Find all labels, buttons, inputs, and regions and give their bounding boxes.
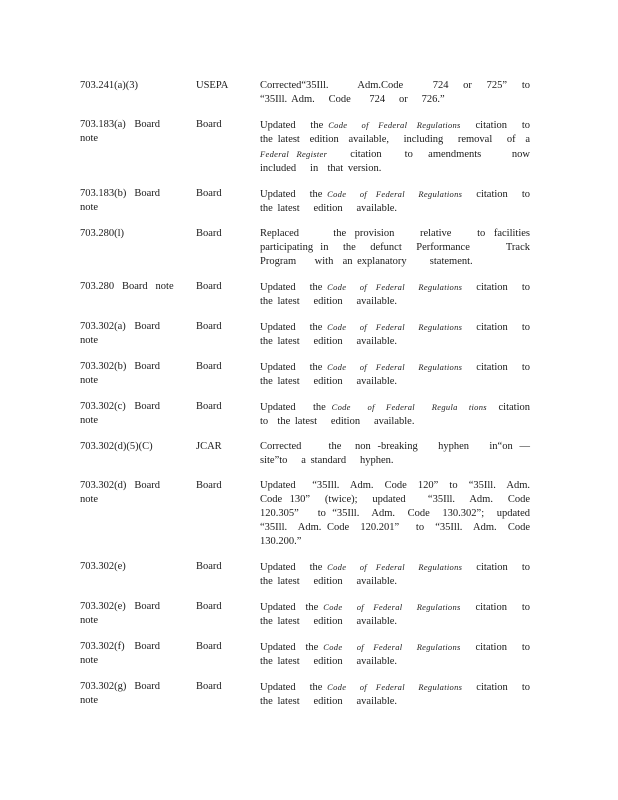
section-cell [80, 560, 196, 574]
section-number: 703.302(f) [80, 641, 125, 652]
table-row [80, 560, 540, 589]
section-suffix: Board [134, 188, 160, 199]
description-text: citation to the latest edition available. [260, 402, 544, 427]
agency-cell: Board [196, 561, 222, 572]
italic-citation: Code of Federal Regulations [327, 362, 463, 372]
section-note: note [80, 335, 99, 346]
description-text: Updated the [260, 362, 328, 373]
italic-citation: Code of Federal Regulations [327, 322, 463, 332]
section-cell [80, 600, 196, 628]
agency-cell: Board [196, 601, 222, 612]
section-suffix: Board [134, 641, 160, 652]
description-text: Updated the [260, 602, 324, 613]
description-text: Replaced the provision relative to facilities participating in the defunct Performance Track Program with an explanatory statement. [260, 228, 540, 267]
section-note: note [80, 615, 99, 626]
description-text: Updated the [260, 120, 329, 131]
description-text: Updated the [260, 282, 328, 293]
agency-cell: Board [196, 228, 222, 239]
description-text: Updated “35Ill. Adm. Code 120” to “35Ill. Adm. Code 130” (twice); updated “35Ill. Adm. Code 120.305” to “35Ill. Adm. Code 130.302”; updated “35Ill. Adm. Code 120.201” to “35Ill. Adm. Code 130.200.” [260, 480, 540, 547]
description-cell [260, 320, 540, 349]
section-cell [80, 320, 196, 348]
agency-cell: USEPA [196, 80, 229, 91]
section-suffix: Board [134, 480, 160, 491]
description-text: Corrected the non -breaking hyphen in“on — site”to a standard hyphen. [260, 441, 535, 466]
section-suffix: Board [134, 321, 160, 332]
agency-cell: Board [196, 119, 222, 130]
section-number: 703.302(d)(5)(C) [80, 441, 153, 452]
section-note: note [80, 133, 99, 144]
table-row [80, 440, 535, 468]
description-text: citation to the latest edition available. [260, 682, 540, 707]
table-row [80, 400, 544, 429]
agency-cell: Board [196, 641, 222, 652]
agency-cell: Board [196, 401, 222, 412]
section-number: 703.183(a) [80, 119, 126, 130]
section-note: note [80, 375, 99, 386]
description-cell [260, 187, 540, 216]
section-note: note [80, 655, 99, 666]
description-text: citation to the latest edition available. [260, 322, 540, 347]
italic-citation: Code of Federal Regulations [327, 682, 463, 692]
section-cell [80, 680, 196, 708]
section-note: note [80, 695, 99, 706]
description-cell [260, 360, 540, 389]
section-number: 703.302(c) [80, 401, 126, 412]
section-number: 703.302(e) [80, 561, 126, 572]
section-number: 703.183(b) [80, 188, 127, 199]
section-cell [80, 118, 196, 146]
italic-citation: Code of Federal Regulations [327, 562, 463, 572]
table-row [80, 680, 540, 709]
amendment-table [80, 79, 544, 720]
section-suffix: Board [134, 681, 160, 692]
description-cell [260, 400, 544, 429]
section-cell [80, 79, 196, 93]
agency-cell: JCAR [196, 441, 222, 452]
agency-cell: Board [196, 480, 222, 491]
section-note: note [80, 415, 99, 426]
section-number: 703.280 Board note [80, 281, 174, 292]
table-row [80, 280, 540, 309]
description-cell [260, 227, 540, 269]
description-cell [260, 118, 540, 176]
description-cell [260, 440, 535, 468]
description-text: citation to the latest edition available. [260, 282, 540, 307]
section-cell [80, 640, 196, 668]
table-row [80, 640, 540, 669]
description-text: citation to the latest edition available. [260, 642, 540, 667]
agency-cell: Board [196, 188, 222, 199]
table-row [80, 227, 540, 269]
description-cell [260, 600, 540, 629]
section-number: 703.241(a)(3) [80, 80, 139, 91]
description-text: Corrected“35Ill. Adm.Code 724 or 725” to “35Ill. Adm. Code 724 or 726.” [260, 80, 544, 105]
italic-citation: Code of Federal Regulations [323, 602, 461, 612]
section-note: note [80, 202, 99, 213]
description-text: Updated the [260, 562, 328, 573]
description-cell [260, 79, 544, 107]
description-text: citation to the latest edition available. [260, 189, 540, 214]
table-row [80, 187, 540, 216]
italic-citation: Code of Federal Regulations [327, 282, 463, 292]
section-note: note [80, 494, 99, 505]
description-cell [260, 680, 540, 709]
italic-citation: Code of Federal Regula tions [331, 402, 487, 412]
section-cell [80, 440, 196, 454]
description-cell [260, 479, 540, 549]
table-row [80, 360, 540, 389]
section-cell [80, 227, 196, 241]
section-number: 703.280(l) [80, 228, 125, 239]
description-text: Updated the [260, 189, 328, 200]
description-text: Updated the [260, 682, 328, 693]
section-number: 703.302(a) [80, 321, 126, 332]
section-suffix: Board [134, 601, 160, 612]
agency-cell: Board [196, 361, 222, 372]
section-number: 703.302(d) [80, 480, 127, 491]
description-text: citation to the latest edition available. [260, 562, 540, 587]
section-suffix: Board [134, 361, 160, 372]
description-text: Updated the [260, 322, 328, 333]
description-cell [260, 280, 540, 309]
italic-citation: Code of Federal Regulations [327, 189, 463, 199]
table-row [80, 600, 540, 629]
description-text: citation to the latest edition available. [260, 362, 540, 387]
italic-citation: Code of Federal Regulations [328, 120, 461, 130]
description-text: citation to the latest edition available, including removal of a [260, 120, 540, 145]
table-row [80, 479, 540, 549]
description-text: citation to the latest edition available. [260, 602, 540, 627]
section-cell [80, 479, 196, 507]
section-number: 703.302(e) [80, 601, 126, 612]
agency-cell: Board [196, 281, 222, 292]
section-number: 703.302(g) [80, 681, 127, 692]
description-cell [260, 640, 540, 669]
italic-citation: Federal Register [260, 149, 328, 159]
section-cell [80, 280, 196, 294]
section-number: 703.302(b) [80, 361, 127, 372]
agency-cell: Board [196, 681, 222, 692]
italic-citation: Code of Federal Regulations [323, 642, 461, 652]
agency-cell: Board [196, 321, 222, 332]
section-suffix: Board [134, 119, 160, 130]
table-row [80, 79, 544, 107]
section-cell [80, 187, 196, 215]
section-suffix: Board [134, 401, 160, 412]
description-text: Updated the [260, 402, 332, 413]
description-text: Updated the [260, 642, 324, 653]
table-row [80, 320, 540, 349]
table-row [80, 118, 540, 176]
section-cell [80, 400, 196, 428]
description-text: citation to amendments now included in that version. [260, 149, 540, 174]
description-cell [260, 560, 540, 589]
section-cell [80, 360, 196, 388]
